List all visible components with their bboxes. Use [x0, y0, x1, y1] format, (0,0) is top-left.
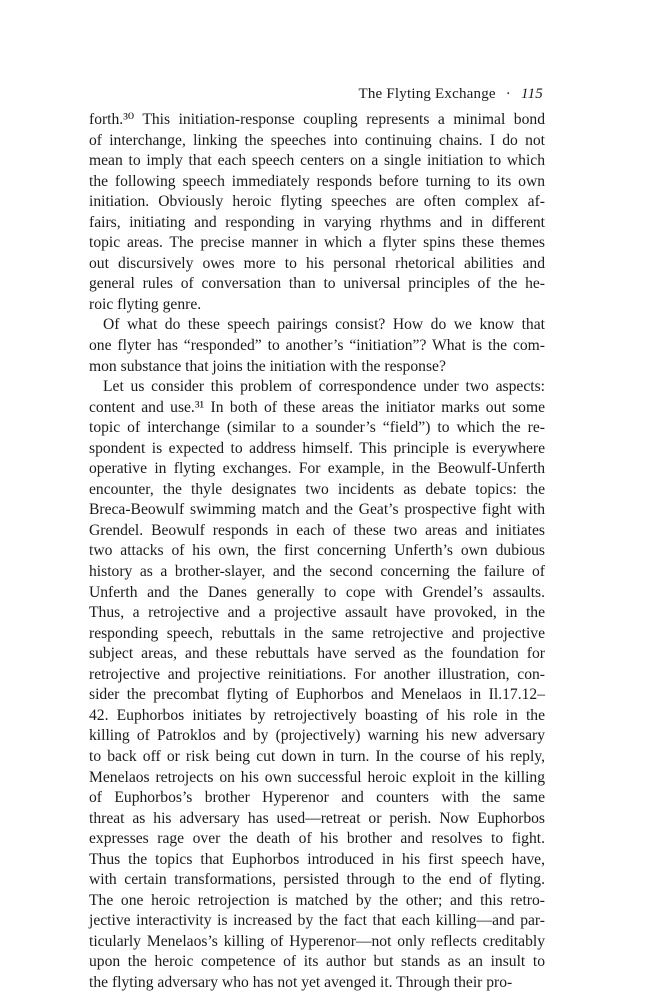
- text-line: upon the heroic competence of its author but stands as an insult to: [89, 953, 545, 971]
- text-line: topic of interchange (similar to a sounder’s “field”) to which the re-: [89, 419, 545, 437]
- text-line: killing of Patroklos and by (projectively) warning his new adversary: [89, 727, 545, 745]
- text-line: subject areas, and these rebuttals have served as the foundation for: [89, 645, 545, 663]
- text-line: one flyter has “responded” to another’s “initiation”? What is the com-: [89, 337, 545, 355]
- text-line: of Euphorbos’s brother Hyperenor and counters with the same: [89, 789, 545, 807]
- text-line: forth.³⁰ This initiation-response coupling represents a minimal bond: [89, 111, 545, 128]
- text-line: encounter, the thyle designates two incidents as debate topics: the: [89, 480, 545, 498]
- text-line: retrojective and projective reinitiations. For another illustration, con-: [89, 665, 545, 683]
- text-line: content and use.³¹ In both of these areas the initiator marks out some: [89, 398, 545, 416]
- text-line: initiation. Obviously heroic flyting speeches are often complex af-: [89, 193, 545, 211]
- text-line: Breca-Beowulf swimming match and the Geat’s prospective fight with: [89, 501, 545, 519]
- text-line: mon substance that joins the initiation with the response?: [89, 357, 446, 375]
- text-line: topic areas. The precise manner in which a flyter spins these themes: [89, 234, 545, 252]
- text-line: fairs, initiating and responding in varying rhythms and in different: [89, 213, 545, 231]
- text-line: two attacks of his own, the first concerning Unferth’s own dubious: [89, 542, 545, 560]
- text-line: The one heroic retrojection is matched by the other; and this retro-: [89, 891, 545, 909]
- text-line: responding speech, rebuttals in the same retrojective and projective: [89, 624, 545, 642]
- text-line: sider the precombat flyting of Euphorbos and Menelaos in Il.17.12–: [89, 686, 545, 704]
- page-number: 115: [521, 86, 543, 102]
- text-line: operative in flyting exchanges. For example, in the Beowulf-Unferth: [89, 460, 545, 478]
- body-text: [89, 110, 545, 994]
- running-head: [358, 86, 543, 103]
- text-line: roic flyting genre.: [89, 295, 202, 313]
- text-line: mean to imply that each speech centers on a single initiation to which: [89, 152, 545, 170]
- text-line: Thus, a retrojective and a projective assault have provoked, in the: [89, 604, 545, 622]
- running-title: The Flyting Exchange: [358, 86, 496, 102]
- text-line: Let us consider this problem of correspondence under two aspects:: [103, 378, 545, 396]
- text-line: to back off or risk being cut down in turn. In the course of his reply,: [89, 747, 545, 765]
- text-line: Menelaos retrojects on his own successful heroic exploit in the killing: [89, 768, 545, 786]
- text-line: Unferth and the Danes generally to cope with Grendel’s assaults.: [89, 583, 545, 601]
- text-line: general rules of conversation than to universal principles of the he-: [89, 275, 545, 293]
- text-line: out discursively owes more to his personal rhetorical abilities and: [89, 254, 545, 272]
- text-line: the flyting adversary who has not yet avenged it. Through their pro-: [89, 973, 513, 991]
- text-line: Of what do these speech pairings consist? How do we know that: [103, 316, 545, 334]
- text-line: expresses rage over the death of his brother and resolves to fight.: [89, 830, 545, 848]
- text-line: threat as his adversary has used—retreat or perish. Now Euphorbos: [89, 809, 545, 827]
- text-line: the following speech immediately responds before turning to its own: [89, 172, 545, 190]
- header-separator: ·: [505, 86, 511, 102]
- text-line: 42. Euphorbos initiates by retrojectively boasting of his role in the: [89, 706, 545, 724]
- text-line: of interchange, linking the speeches into continuing chains. I do not: [89, 131, 545, 149]
- text-line: jective interactivity is increased by the fact that each killing—and par-: [89, 912, 545, 930]
- text-line: with certain transformations, persisted through to the end of flyting.: [89, 871, 545, 889]
- text-line: spondent is expected to address himself. This principle is everywhere: [89, 439, 545, 457]
- text-line: history as a brother-slayer, and the second concerning the failure of: [89, 563, 545, 581]
- text-line: ticularly Menelaos’s killing of Hyperenor—not only reflects creditably: [89, 932, 545, 950]
- text-line: Thus the topics that Euphorbos introduced in his first speech have,: [89, 850, 545, 868]
- text-line: Grendel. Beowulf responds in each of these two areas and initiates: [89, 521, 545, 539]
